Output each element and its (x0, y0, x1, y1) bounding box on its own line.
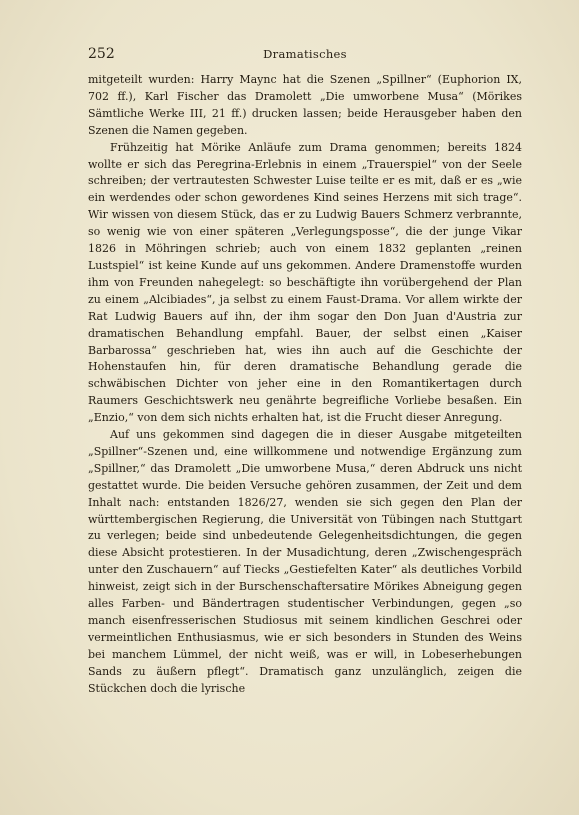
page-number: 252 (88, 46, 115, 62)
paragraph-continuation: mitgeteilt wurden: Harry Maync hat die Szenen „Spillner“ (Euphorion IX, 702 ff.), Karl Fischer das Dramolett „Die umworbene Musa“ (Mörikes Sämtliche Werke III, 21 ff.) drucken lassen; beide Herausgeber haben den Szenen die Namen gegeben. (88, 73, 522, 137)
paragraph-surviving-scenes: Auf uns gekommen sind dagegen die in dieser Ausgabe mitgeteilten „Spillner“-Szenen und, eine willkommene und notwendige Ergänzung zum „Spillner,“ das Dramolett „Die umworbene Musa,“ deren Abdruck uns nicht gestattet wurde. Die beiden Versuche gehören zusammen, der Zeit und dem Inhalt nach: entstanden 1826/27, wenden sie sich gegen den Plan der württembergischen Regierung, die Universität von Tübingen nach Stuttgart zu verlegen; beide sind unbedeutende Gelegenheitsdichtungen, die gegen diese Absicht protestieren. In der Musadichtung, deren „Zwischengespräch unter den Zuschauern“ auf Tiecks „Gestiefelten Kater“ als deutliches Vorbild hinweist, zeigt sich in der Burschenschaftersatire Mörikes Abneigung gegen alles Farben- und Bändertragen studentischer Verbindungen, gegen „so manch eisenfresserischen Studiosus mit seinem kindlichen Geschrei oder vermeintlichen Enthusiasmus, wie er sich besonders in Stunden des Weins bei manchem Lümmel, der nicht weiß, was er will, in Lobeserhebungen Sands zu äußern pflegt“. Dramatisch ganz unzulänglich, zeigen die Stückchen doch die lyrische (88, 428, 522, 695)
paragraph-early-attempts: Frühzeitig hat Mörike Anläufe zum Drama genommen; bereits 1824 wollte er sich das Peregrina-Erlebnis in einem „Trauerspiel“ von der Seele schreiben; der vertrautesten Schwester Luise teilte er es mit, daß er es „wie ein werdendes oder schon gewordenes Kind seines Herzens mit sich trage“. Wir wissen von diesem Stück, das er zu Ludwig Bauers Schmerz verbrannte, so wenig wie von einer späteren „Verlegungsposse“, die der junge Vikar 1826 in Möhringen schrieb; auch von einem 1832 geplanten „reinen Lustspiel“ ist keine Kunde auf uns gekommen. Andere Dramenstoffe wurden ihm von Freunden nahegelegt: so beschäftigte ihn vorübergehend der Plan zu einem „Alcibiades“, ja selbst zu einem Faust-Drama. Vor allem wirkte der Rat Ludwig Bauers auf ihn, der ihm sogar den Don Juan d'Austria zur dramatischen Behandlung empfahl. Bauer, der selbst einen „Kaiser Barbarossa“ geschrieben hat, wies ihn auch auf die Geschichte der Hohenstaufen hin, für deren dramatische Behandlung gerade die schwäbischen Dichter von jeher eine in den Romantikertagen durch Raumers Geschichtswerk neu genährte begreifliche Vorliebe besaßen. Ein „Enzio,“ von dem sich nichts erhalten hat, ist die Frucht dieser Anregung. (88, 140, 522, 425)
body-text (88, 72, 522, 698)
page-header (88, 46, 522, 66)
running-title: Dramatisches (263, 47, 347, 61)
